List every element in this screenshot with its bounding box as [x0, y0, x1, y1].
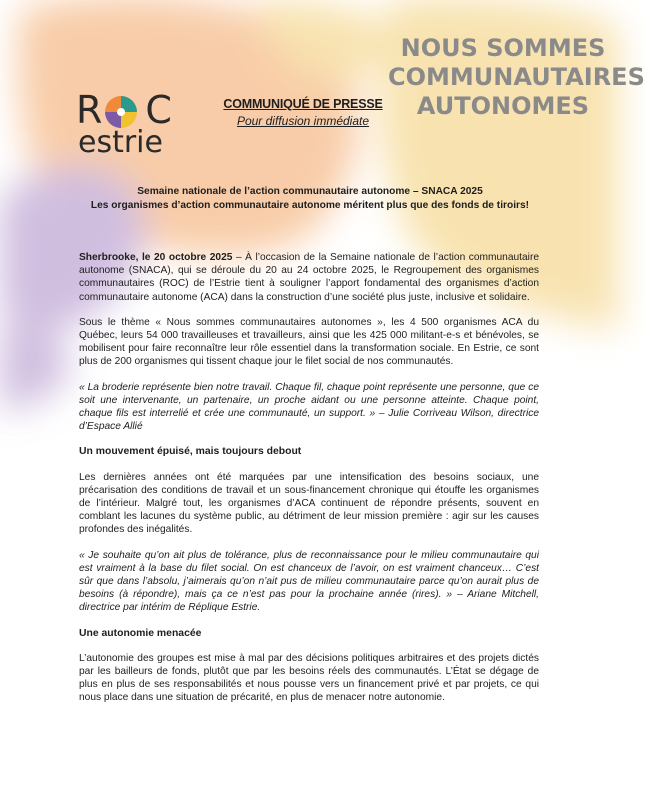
campaign-slogan — [388, 34, 645, 121]
paragraph-intro — [79, 251, 539, 304]
press-title: COMMUNIQUÉ DE PRESSE — [223, 97, 383, 111]
document-heading — [60, 185, 560, 213]
article-body — [79, 251, 539, 717]
logo-letter-r: R — [76, 88, 104, 132]
paragraph-theme: Sous le thème « Nous sommes communautaires autonomes », les 4 500 organismes ACA du Québec, leurs 54 000 travailleuses et travailleurs, ainsi que les 425 000 militant-e-s et bénévoles, se mobilisent pour faire reconnaître leur rôle essentiel dans la transformation sociale. En Estrie, ce sont plus de 200 organismes qui tissent chaque jour le filet social de nos communautés. — [79, 316, 539, 368]
section-heading-mouvement: Un mouvement épuisé, mais toujours debout — [79, 446, 302, 458]
quote-ariane-mitchell: « Je souhaite qu’on ait plus de tolérance, plus de reconnaissance pour le milieu communautaire qui est vraiment à la base du filet social. On est chanceux de l’avoir, on est vraiment chanceux… C’est sûr que dans l’absolu, j’aimerais qu’on n’ait pus de milieu communautaire parce qu’on aurait plus de besoins (à répondre), mais ça ce n’est pas pour la prochaine année (rires). » – Ariane Mitchell, directrice par intérim de Réplique Estrie. — [79, 549, 539, 614]
quote-julie-corriveau: « La broderie représente bien notre travail. Chaque fil, chaque point représente une personne, que ce soit une intervenante, un partenaire, un proche aidant ou une personne atteinte. Chaque point, chaque fils est interrelié et crée une communauté, un support. » – Julie Corriveau Wilson, directrice d’Espace Allié — [79, 381, 539, 433]
dateline: Sherbrooke, le 20 octobre 2025 — [79, 252, 233, 263]
logo-letter-c: C — [145, 88, 173, 132]
heading-line-2: Les organismes d’action communautaire autonome méritent plus que des fonds de tiroirs! — [90, 200, 530, 211]
roc-estrie-logo — [76, 90, 206, 160]
heading-line-1: Semaine nationale de l’action communautaire autonome – SNACA 2025 — [137, 186, 483, 197]
press-release-header — [222, 97, 384, 128]
slogan-line-3: AUTONOMES — [416, 92, 590, 120]
paragraph-besoins: Les dernières années ont été marquées par une intensification des besoins sociaux, une précarisation des conditions de travail et un sous-financement chronique qui étouffe les organismes de l’intérieur. Malgré tout, les organismes d’ACA continuent de répondre présents, souvent en comblant les lacunes du système public, au détriment de leur mission première : agir sur les causes profondes des inégalités. — [79, 471, 539, 536]
slogan-line-1: NOUS SOMMES — [400, 34, 606, 62]
paragraph-autonomie: L’autonomie des groupes est mise à mal par des décisions politiques arbitraires et des projets dictés par les bailleurs de fonds, plutôt que par les besoins réels des communautés. L’État se dégage de plus en plus de ses responsabilités et nous pousse vers un financement privé et par projets, ce qui nous place dans une situation de précarité, en plus de menacer notre autonomie. — [79, 652, 539, 704]
logo-estrie-text: estrie — [78, 125, 163, 160]
intro-text: – À l’occasion de la Semaine nationale de l’action communautaire autonome (SNACA), qui se déroule du 20 au 24 octobre 2025, le Regroupement des organismes communautaires (ROC) de l’Estrie tient à souligner l’apport fondamental des organismes d’action communautaire autonome (ACA) dans la construction d’une société plus juste, inclusive et solidaire. — [79, 252, 539, 303]
section-heading-autonomie: Une autonomie menacée — [79, 627, 202, 639]
slogan-line-2: COMMUNAUTAIRES — [388, 63, 645, 91]
purple-bubble-lower — [0, 327, 70, 410]
press-subtitle: Pour diffusion immédiate — [236, 114, 370, 128]
